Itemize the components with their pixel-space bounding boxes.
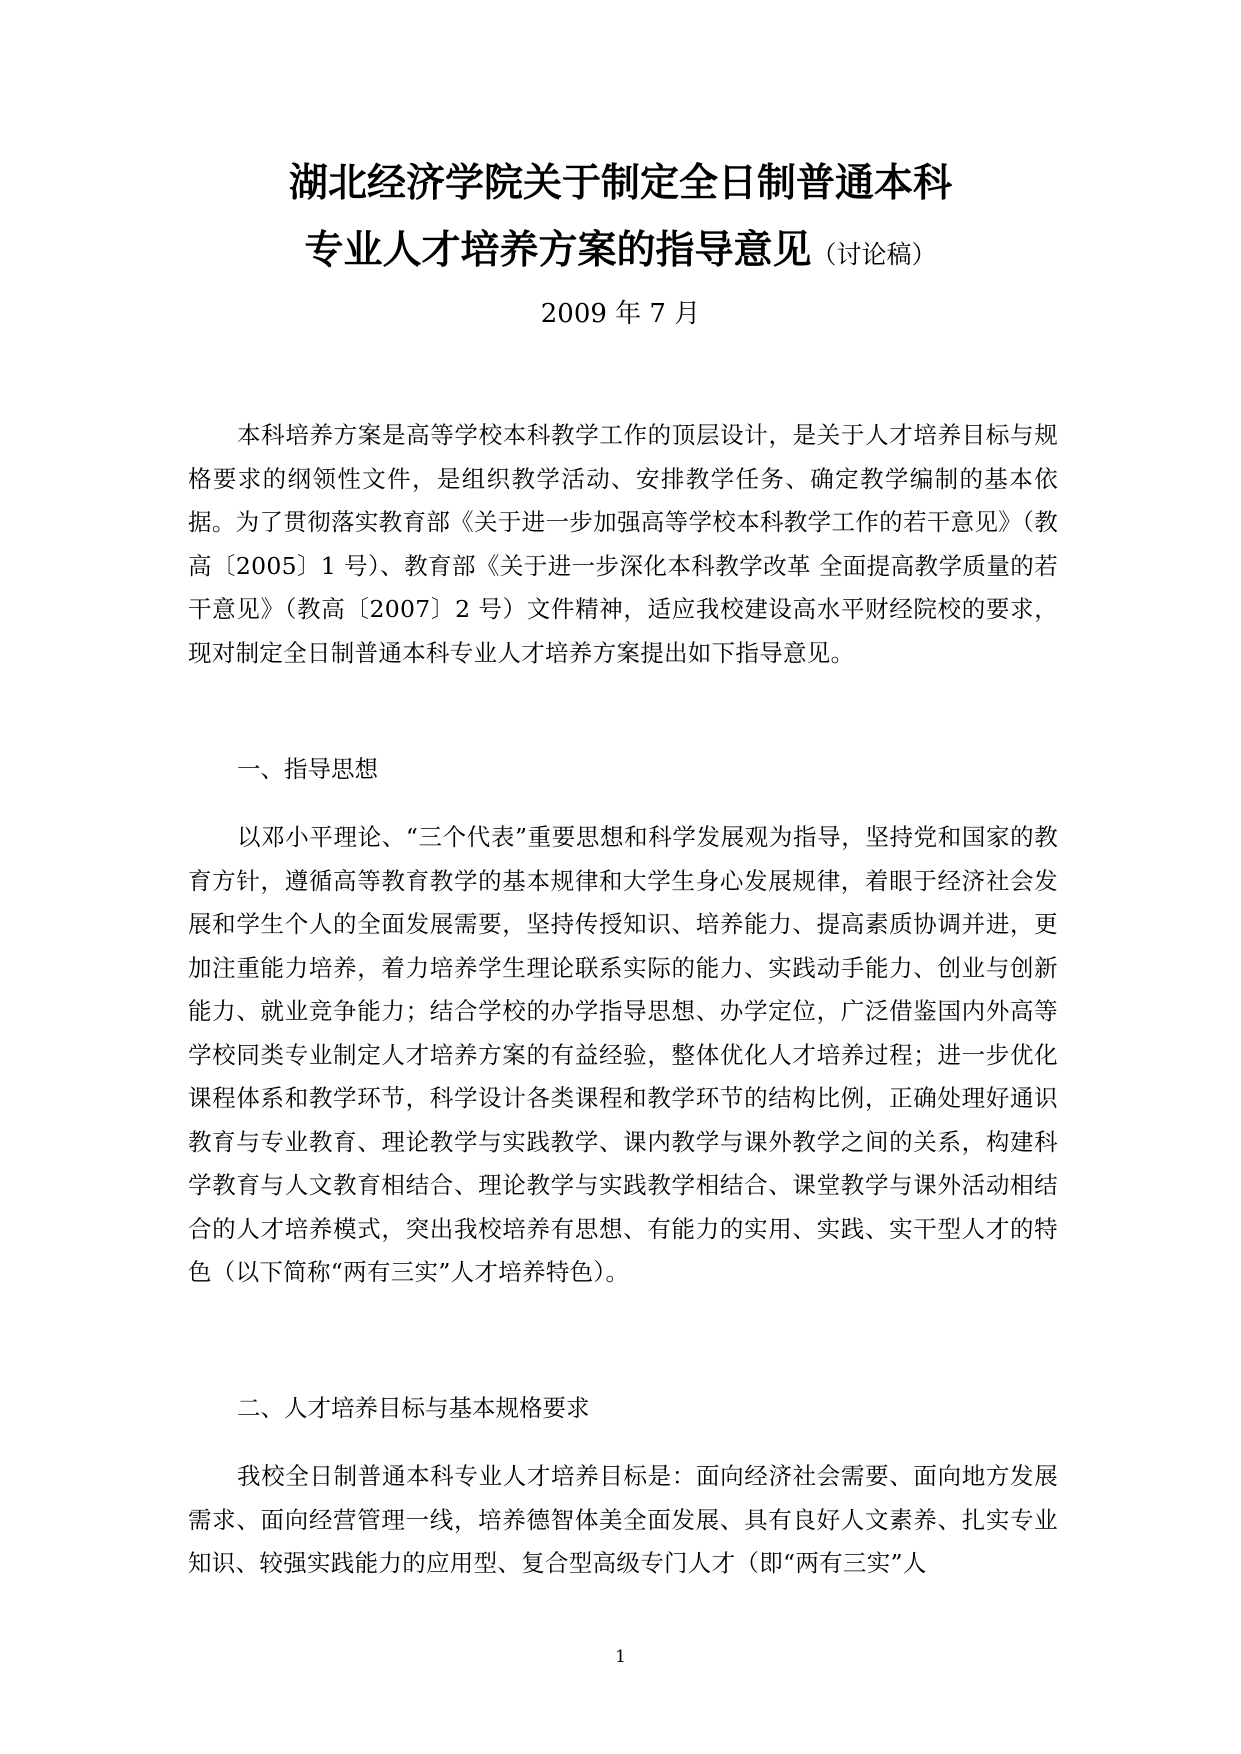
document-title-line-2 — [0, 227, 1241, 279]
document-title-note: （讨论稿） — [811, 240, 937, 269]
document-date: 2009 年 7 月 — [540, 299, 701, 329]
document-title-main: 专业人才培养方案的指导意见 — [304, 228, 812, 273]
section-heading-training-goals: 二、人才培养目标与基本规格要求 — [237, 1394, 590, 1422]
section-paragraph-guiding-ideology: 以邓小平理论、“三个代表”重要思想和科学发展观为指导，坚持党和国家的教育方针，遵循高等教育教学的基本规律和大学生身心发展规律，着眼于经济社会发展和学生个人的全面发展需要，坚持传授知识、培养能力、提高素质协调并进，更加注重能力培养，着力培养学生理论联系实际的能力、实践动手能力、创业与创新能力、就业竞争能力；结合学校的办学指导思想、办学定位，广泛借鉴国内外高等学校同类专业制定人才培养方案的有益经验，整体优化人才培养过程；进一步优化课程体系和教学环节，科学设计各类课程和教学环节的结构比例，正确处理好通识教育与专业教育、理论教学与实践教学、课内教学与课外教学之间的关系，构建科学教育与人文教育相结合、理论教学与实践教学相结合、课堂教学与课外活动相结合的人才培养模式，突出我校培养有思想、有能力的实用、实践、实干型人才的特色（以下简称“两有三实”人才培养特色）。 — [188, 823, 1058, 1286]
intro-paragraph: 本科培养方案是高等学校本科教学工作的顶层设计，是关于人才培养目标与规格要求的纲领性文件，是组织教学活动、安排教学任务、确定教学编制的基本依据。为了贯彻落实教育部《关于进一步加强高等学校本科教学工作的若干意见》（教高〔2005〕1 号）、教育部《关于进一步深化本科教学改革 全面提高教学质量的若干意见》（教高〔2007〕2 号）文件精神，适应我校建设高水平财经院校的要求，现对制定全日制普通本科专业人才培养方案提出如下指导意见。 — [188, 421, 1058, 667]
section-paragraph-training-goals: 我校全日制普通本科专业人才培养目标是：面向经济社会需要、面向地方发展需求、面向经营管理一线，培养德智体美全面发展、具有良好人文素养、扎实专业知识、较强实践能力的应用型、复合型高级专门人才（即“两有三实”人 — [188, 1462, 1058, 1577]
document-title-line-1: 湖北经济学院关于制定全日制普通本科 — [288, 161, 952, 206]
page-number: 1 — [615, 1647, 626, 1667]
section-heading-guiding-ideology: 一、指导思想 — [237, 755, 378, 783]
